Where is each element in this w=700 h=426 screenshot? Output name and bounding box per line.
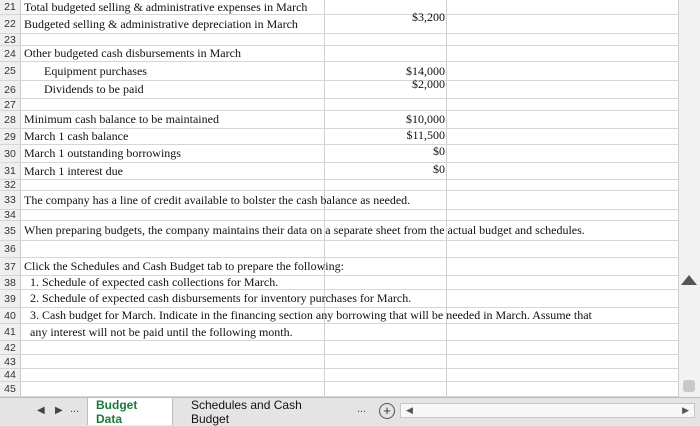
row-number[interactable]: 21 bbox=[0, 0, 21, 14]
row-number[interactable]: 39 bbox=[0, 290, 21, 307]
cell-value[interactable] bbox=[325, 324, 445, 340]
row-number[interactable]: 45 bbox=[0, 382, 21, 396]
row-number[interactable]: 31 bbox=[0, 163, 21, 179]
table-row[interactable] bbox=[0, 324, 678, 341]
cell-label[interactable]: 2. Schedule of expected cash disbursements for inventory purchases for March. bbox=[30, 291, 412, 305]
cell-value[interactable] bbox=[325, 276, 445, 289]
tab-schedules-label: Schedules and Cash Budget bbox=[191, 397, 302, 426]
table-row[interactable] bbox=[0, 99, 678, 111]
cell-label[interactable]: March 1 cash balance bbox=[24, 129, 129, 143]
row-number[interactable]: 30 bbox=[0, 145, 21, 162]
vertical-scrollbar[interactable] bbox=[678, 0, 700, 397]
cell-label[interactable]: Total budgeted selling & administrative expenses in March bbox=[24, 0, 308, 14]
cell-value[interactable] bbox=[325, 290, 445, 307]
tab-budget-data-label: Budget Data bbox=[96, 397, 138, 426]
table-row[interactable] bbox=[0, 180, 678, 191]
row-number[interactable]: 32 bbox=[0, 180, 21, 190]
cell-value[interactable] bbox=[325, 241, 445, 257]
row-number[interactable]: 43 bbox=[0, 355, 21, 368]
cell-value[interactable] bbox=[325, 221, 445, 240]
more-sheets-right-button[interactable]: ... bbox=[357, 403, 367, 415]
row-number[interactable]: 28 bbox=[0, 111, 21, 128]
table-row[interactable] bbox=[0, 221, 678, 241]
cell-value[interactable]: $2,000 bbox=[412, 77, 445, 91]
cell-label[interactable]: 1. Schedule of expected cash collections for March. bbox=[30, 275, 279, 289]
cell-value[interactable] bbox=[325, 34, 445, 45]
cell-label[interactable]: The company has a line of credit available to bolster the cash balance as needed. bbox=[24, 192, 411, 207]
add-sheet-button[interactable]: + bbox=[379, 403, 395, 419]
table-row[interactable] bbox=[0, 210, 678, 221]
cell-value[interactable] bbox=[325, 369, 445, 381]
table-row[interactable] bbox=[0, 369, 678, 382]
row-number[interactable]: 33 bbox=[0, 191, 21, 209]
table-row[interactable] bbox=[0, 191, 678, 210]
row-number[interactable]: 34 bbox=[0, 210, 21, 220]
prev-sheet-icon[interactable]: ◀ bbox=[37, 405, 45, 416]
cell-value[interactable] bbox=[325, 308, 445, 323]
row-number[interactable]: 22 bbox=[0, 15, 21, 33]
row-number[interactable]: 44 bbox=[0, 369, 21, 381]
cell-value[interactable] bbox=[325, 191, 445, 209]
cell-value[interactable]: $10,000 bbox=[406, 112, 445, 126]
next-sheet-icon[interactable]: ▶ bbox=[55, 405, 63, 416]
row-number[interactable]: 26 bbox=[0, 81, 21, 98]
cell-label[interactable]: March 1 interest due bbox=[24, 163, 123, 178]
cell-value[interactable] bbox=[325, 99, 445, 110]
cell-value[interactable]: $11,500 bbox=[406, 128, 445, 142]
cell-value[interactable]: $0 bbox=[433, 161, 445, 176]
cell-label[interactable]: Minimum cash balance to be maintained bbox=[24, 112, 219, 126]
horizontal-scrollbar[interactable] bbox=[400, 403, 695, 418]
cell-label[interactable]: When preparing budgets, the company maintains their data on a separate sheet from the actual budget and schedules. bbox=[24, 223, 585, 237]
scroll-left-icon[interactable]: ◀ bbox=[406, 405, 413, 415]
table-row[interactable] bbox=[0, 46, 678, 62]
table-row[interactable] bbox=[0, 290, 678, 308]
mouse-cursor-icon bbox=[681, 275, 697, 285]
cell-label[interactable]: 3. Cash budget for March. Indicate in the financing section any borrowing that will be needed in March. Assume that bbox=[30, 308, 592, 322]
cell-value[interactable] bbox=[325, 258, 445, 275]
scroll-right-icon[interactable]: ▶ bbox=[682, 405, 689, 415]
cell-value[interactable] bbox=[325, 341, 445, 354]
cell-value[interactable] bbox=[325, 210, 445, 220]
tab-schedules-and-cash-budget[interactable] bbox=[183, 398, 343, 425]
row-number[interactable]: 29 bbox=[0, 129, 21, 144]
table-row[interactable] bbox=[0, 77, 678, 99]
row-number[interactable]: 23 bbox=[0, 34, 21, 45]
cell-value[interactable] bbox=[325, 46, 445, 61]
table-row[interactable] bbox=[0, 9, 678, 34]
row-number[interactable]: 36 bbox=[0, 241, 21, 257]
tab-budget-data[interactable] bbox=[87, 398, 173, 425]
row-number[interactable]: 24 bbox=[0, 46, 21, 61]
cell-label[interactable]: March 1 outstanding borrowings bbox=[24, 146, 181, 160]
row-number[interactable]: 38 bbox=[0, 276, 21, 289]
row-number[interactable]: 27 bbox=[0, 99, 21, 110]
cell-label[interactable]: Click the Schedules and Cash Budget tab to prepare the following: bbox=[24, 259, 344, 273]
cell-value[interactable] bbox=[325, 355, 445, 368]
table-row[interactable] bbox=[0, 355, 678, 369]
row-number[interactable]: 40 bbox=[0, 308, 21, 323]
cell-value[interactable] bbox=[325, 180, 445, 190]
cell-label[interactable]: any interest will not be paid until the following month. bbox=[30, 324, 293, 339]
table-row[interactable] bbox=[0, 308, 678, 324]
row-number[interactable]: 42 bbox=[0, 341, 21, 354]
table-row[interactable] bbox=[0, 276, 678, 290]
table-row[interactable] bbox=[0, 34, 678, 46]
table-row[interactable] bbox=[0, 258, 678, 276]
scroll-thumb[interactable] bbox=[683, 380, 695, 392]
cell-label[interactable]: Budgeted selling & administrative depreciation in March bbox=[24, 16, 298, 31]
table-row[interactable] bbox=[0, 163, 678, 180]
row-number[interactable]: 41 bbox=[0, 324, 21, 340]
cell-label[interactable]: Dividends to be paid bbox=[44, 82, 144, 96]
row-number[interactable]: 35 bbox=[0, 221, 21, 240]
table-row[interactable] bbox=[0, 341, 678, 355]
cell-value[interactable] bbox=[325, 382, 445, 396]
row-number[interactable]: 37 bbox=[0, 258, 21, 275]
cell-label[interactable]: Other budgeted cash disbursements in March bbox=[24, 46, 241, 60]
cell-value[interactable]: $14,000 bbox=[406, 63, 445, 78]
table-row[interactable] bbox=[0, 382, 678, 397]
more-sheets-left-button[interactable]: ... bbox=[70, 403, 80, 415]
table-row[interactable] bbox=[0, 241, 678, 258]
cell-value[interactable]: $3,200 bbox=[412, 9, 445, 24]
sheet-tab-bar bbox=[0, 397, 700, 425]
cell-label[interactable]: Equipment purchases bbox=[44, 63, 147, 78]
row-number[interactable]: 25 bbox=[0, 62, 21, 80]
cell-value[interactable]: $0 bbox=[433, 144, 445, 158]
